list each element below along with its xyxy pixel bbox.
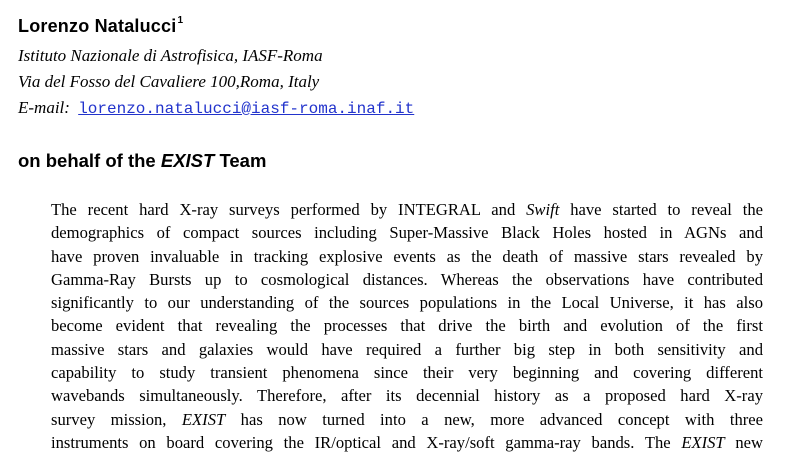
abstract-line: wavebands simultaneously. Therefore, after its decennial history as a proposed hard X-ray: [51, 386, 763, 406]
author-name-text: Lorenzo Natalucci: [18, 16, 177, 36]
abstract-line: massive stars and galaxies would have required a further big step in both sensitivity and: [51, 339, 763, 359]
abstract-line: Gamma-Ray Bursts up to cosmological distances. Whereas the observations have contributed: [51, 269, 763, 289]
abstract-line: demographics of compact sources including Super-Massive Black Holes hosted in AGNs and: [51, 223, 763, 243]
abstract-text: have started to reveal the: [559, 200, 763, 219]
team-suffix: Team: [214, 150, 267, 171]
team-prefix: on behalf of the: [18, 150, 161, 171]
email-link[interactable]: lorenzo.natalucci@iasf-roma.inaf.it: [78, 100, 415, 118]
affiliation-institute: Istituto Nazionale di Astrofisica, IASF-Roma: [18, 46, 323, 65]
abstract-text: The recent hard X-ray surveys performed by INTEGRAL and: [51, 200, 527, 219]
email-label: E-mail:: [18, 98, 70, 117]
author-name: [18, 16, 183, 37]
abstract-italic: Swift: [526, 200, 560, 219]
abstract-line: become evident that revealing the processes that drive the birth and evolution of the first: [51, 316, 763, 336]
abstract-text: survey mission,: [51, 409, 182, 429]
email-line: [18, 98, 414, 118]
team-name: EXIST: [160, 150, 215, 171]
abstract-text: has now turned into a new, more advanced concept with three: [225, 409, 763, 429]
affiliation-address: Via del Fosso del Cavaliere 100,Roma, Italy: [18, 72, 320, 91]
abstract-italic: EXIST: [681, 432, 725, 452]
abstract-text: new: [724, 432, 763, 452]
team-heading: [18, 150, 266, 172]
abstract-italic: EXIST: [181, 409, 226, 429]
abstract-line: [51, 408, 763, 431]
abstract-paragraph: [51, 198, 763, 454]
abstract-line: have proven invaluable in tracking explosive events as the death of massive stars revealed by: [51, 246, 763, 266]
abstract-text: instruments on board covering the IR/optical and X-ray/soft gamma-ray bands. The: [51, 432, 682, 452]
abstract-line: [51, 198, 763, 221]
abstract-line: [51, 431, 763, 454]
author-footnote-marker: 1: [177, 15, 184, 26]
abstract-line: capability to study transient phenomena since their very beginning and covering different: [51, 363, 763, 383]
abstract-line: significantly to our understanding of the sources populations in the Local Universe, it has also: [51, 293, 763, 313]
